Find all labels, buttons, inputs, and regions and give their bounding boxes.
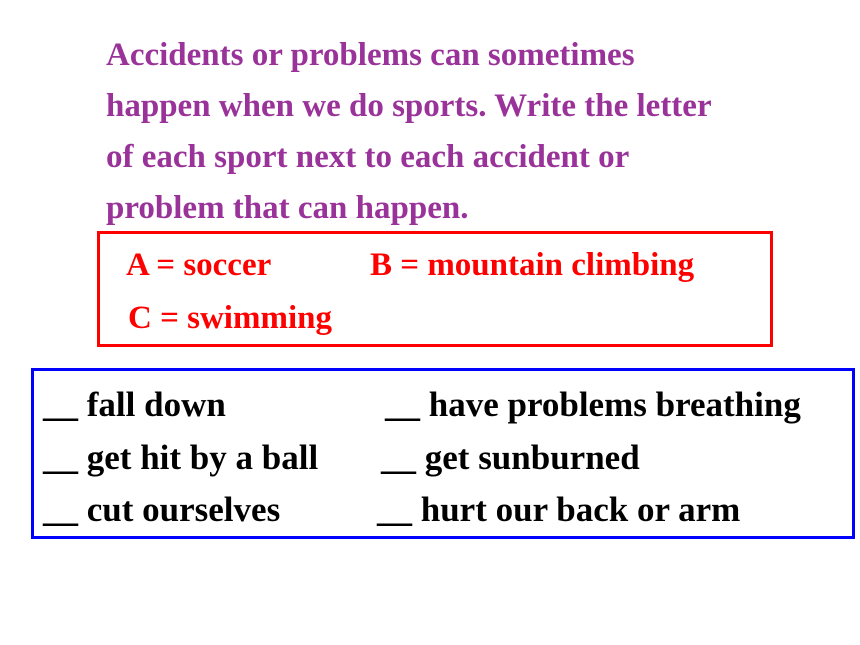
key-soccer: A = soccer xyxy=(126,247,272,283)
item-hurt-back-or-arm: __ hurt our back or arm xyxy=(377,490,741,529)
item-get-hit-by-ball: __ get hit by a ball xyxy=(43,438,319,477)
instructions-line-3: of each sport next to each accident or xyxy=(106,139,630,175)
item-fall-down: __ fall down xyxy=(43,385,226,424)
instructions-line-4: problem that can happen. xyxy=(106,190,469,226)
instructions-line-1: Accidents or problems can sometimes xyxy=(106,37,635,73)
item-get-sunburned: __ get sunburned xyxy=(381,438,640,477)
item-problems-breathing: __ have problems breathing xyxy=(385,385,801,424)
accident-items-box xyxy=(31,368,855,539)
instructions-line-2: happen when we do sports. Write the letter xyxy=(106,88,712,124)
item-cut-ourselves: __ cut ourselves xyxy=(43,490,281,529)
instructions-paragraph xyxy=(106,30,826,234)
key-mountain-climbing: B = mountain climbing xyxy=(370,247,695,283)
sport-key-box xyxy=(97,231,773,347)
key-swimming: C = swimming xyxy=(128,300,332,336)
